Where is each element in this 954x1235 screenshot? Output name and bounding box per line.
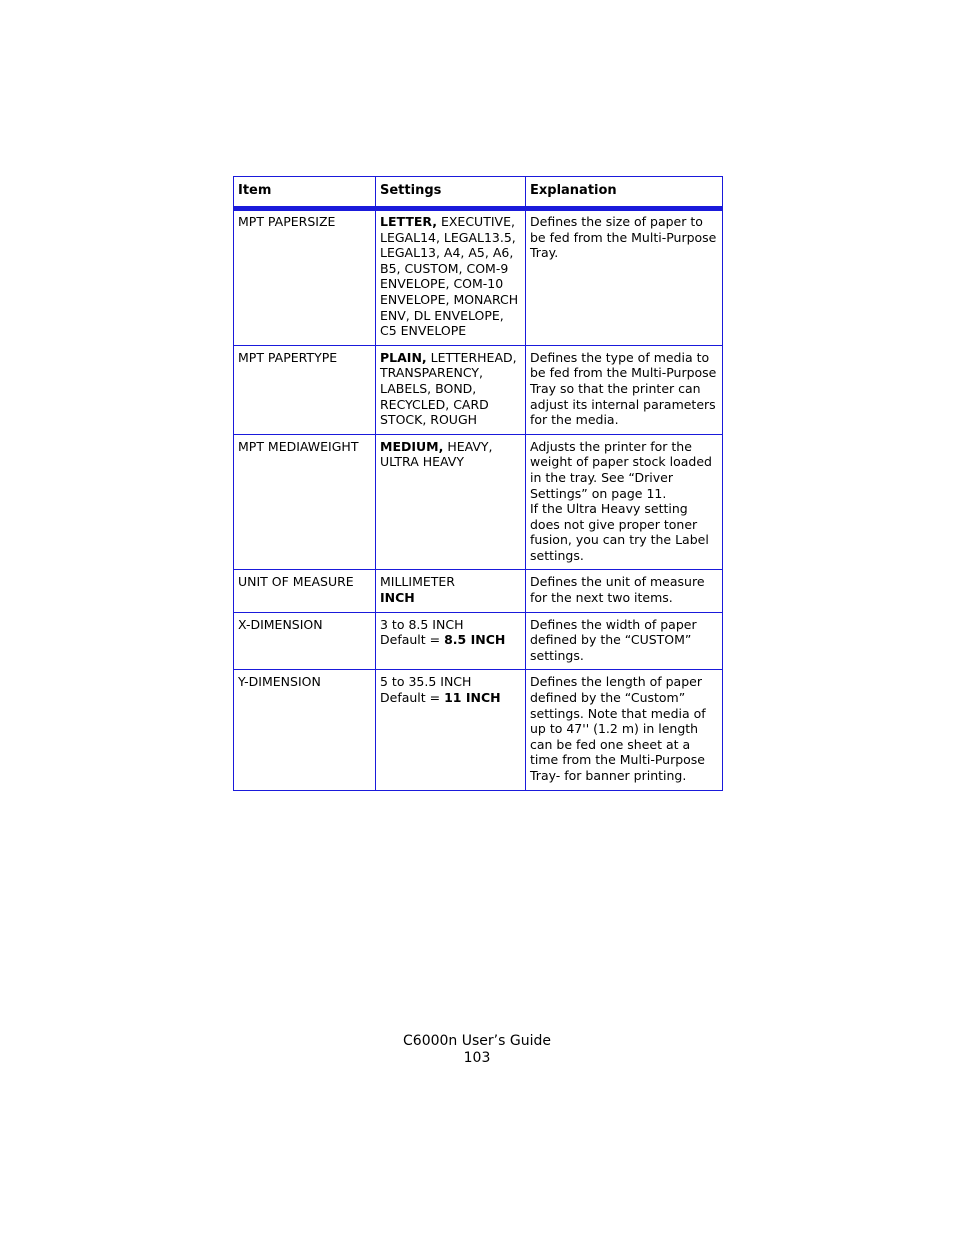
page-number: 103 — [463, 1050, 491, 1066]
default-value: PLAIN, — [380, 349, 427, 365]
default-value: INCH — [380, 590, 415, 606]
table-row — [234, 209, 723, 346]
table-header-row — [234, 177, 723, 209]
cell-item: MPT PAPERTYPE — [234, 345, 376, 434]
cell-item: UNIT OF MEASURE — [234, 570, 376, 612]
page-footer — [0, 1033, 954, 1067]
cell-explanation: Defines the width of paper defined by the “CUSTOM” settings. — [526, 612, 723, 670]
settings-options: LETTERHEAD, TRANSPARENCY, LABELS, BOND, RECYCLED, CARD STOCK, ROUGH — [380, 349, 517, 428]
header-settings: Settings — [376, 177, 526, 209]
settings-options: EXECUTIVE, LEGAL14, LEGAL13.5, LEGAL13, A4, A5, A6, B5, CUSTOM, COM-9 ENVELOPE, COM-10 ENVELOPE, MONARCH ENV, DL ENVELOPE, C5 ENVELOPE — [380, 214, 519, 339]
table-row — [234, 570, 723, 612]
cell-explanation: Defines the length of paper defined by the “Custom” settings. Note that media of up to 47'' (1.2 m) in length can be fed one sheet at a time from the Multi-Purpose Tray- for banner printing. — [526, 670, 723, 790]
cell-item: MPT MEDIAWEIGHT — [234, 434, 376, 570]
cell-settings — [376, 612, 526, 670]
guide-title: C6000n User’s Guide — [403, 1033, 551, 1049]
cell-settings — [376, 345, 526, 434]
cell-item: MPT PAPERSIZE — [234, 209, 376, 346]
cell-explanation: Defines the type of media to be fed from the Multi-Purpose Tray so that the printer can adjust its internal parameters for the media. — [526, 345, 723, 434]
header-explanation: Explanation — [526, 177, 723, 209]
settings-default — [380, 690, 521, 706]
cell-explanation — [526, 434, 723, 570]
table-row — [234, 345, 723, 434]
table-row — [234, 612, 723, 670]
table-row — [234, 670, 723, 790]
cell-settings — [376, 209, 526, 346]
cell-item: X-DIMENSION — [234, 612, 376, 670]
default-label: Default = — [380, 690, 445, 706]
explanation-paragraph: If the Ultra Heavy setting does not give proper toner fusion, you can try the Label settings. — [530, 501, 709, 563]
cell-settings — [376, 434, 526, 570]
cell-item: Y-DIMENSION — [234, 670, 376, 790]
settings-options: HEAVY, ULTRA HEAVY — [380, 438, 493, 470]
default-value: 8.5 INCH — [444, 632, 506, 648]
table-row — [234, 434, 723, 570]
default-value: 11 INCH — [444, 690, 501, 706]
settings-range: 3 to 8.5 INCH — [380, 616, 464, 632]
cell-explanation: Defines the unit of measure for the next two items. — [526, 570, 723, 612]
default-value: LETTER, — [380, 214, 437, 229]
cell-explanation: Defines the size of paper to be fed from the Multi-Purpose Tray. — [526, 209, 723, 346]
cell-settings — [376, 670, 526, 790]
header-item: Item — [234, 177, 376, 209]
settings-range: 5 to 35.5 INCH — [380, 674, 472, 690]
settings-option: MILLIMETER — [380, 574, 455, 590]
default-value: MEDIUM, — [380, 438, 444, 454]
settings-default — [380, 632, 521, 648]
settings-table — [233, 176, 723, 791]
default-label: Default = — [380, 632, 445, 648]
explanation-paragraph: Adjusts the printer for the weight of paper stock loaded in the tray. See “Driver Settings” on page 11. — [530, 438, 712, 501]
cell-settings — [376, 570, 526, 612]
